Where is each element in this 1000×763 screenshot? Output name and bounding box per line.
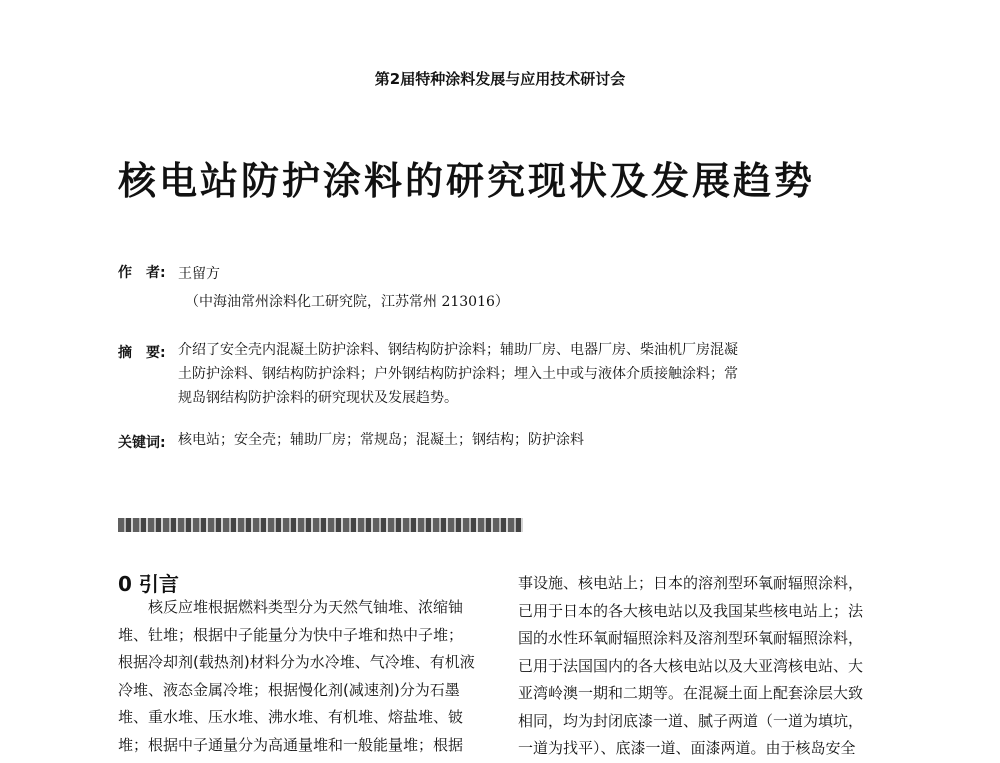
body-line: 核反应堆根据燃料类型分为天然气铀堆、浓缩铀 (118, 598, 464, 616)
body-line: 已用于日本的各大核电站以及我国某些核电站上；法 (518, 601, 864, 620)
abstract-label: 摘 要: (118, 345, 166, 361)
body-line: 事设施、核电站上；日本的溶剂型环氧耐辐照涂料， (518, 574, 864, 592)
body-column-right (518, 570, 888, 763)
body-line: 一道为找平）、底漆一道、面漆两道。由于核岛安全 (518, 739, 856, 757)
body-line: 堆、重水堆、压水堆、沸水堆、有机堆、熔盐堆、铍 (118, 708, 464, 726)
body-line: 相同，均为封闭底漆一道、腻子两道（一道为填坑， (518, 711, 864, 730)
paper-title: 核电站防护涂料的研究现状及发展趋势 (118, 158, 816, 203)
conference-header: 第2届特种涂料发展与应用技术研讨会 (374, 70, 626, 88)
body-column-left (118, 594, 488, 759)
scan-artifact-bar (118, 518, 523, 532)
body-line: 国的水性环氧耐辐照涂料及溶剂型环氧耐辐照涂料， (518, 629, 864, 647)
body-line: 堆、钍堆；根据中子能量分为快中子堆和热中子堆； (118, 625, 464, 644)
abstract-line: 规岛钢结构防护涂料的研究现状及发展趋势。 (178, 390, 458, 406)
body-line: 根据冷却剂(载热剂)材料分为水冷堆、气冷堆、有机液 (118, 653, 475, 671)
body-line: 已用于法国国内的各大核电站以及大亚湾核电站、大 (518, 656, 864, 675)
body-line: 堆；根据中子通量分为高通量堆和一般能量堆；根据 (118, 735, 464, 754)
section-heading: 0 引言 (118, 572, 179, 596)
author-name: 王留方 (178, 266, 220, 282)
abstract-text (178, 338, 808, 410)
keywords-label: 关键词: (118, 435, 166, 451)
abstract-line: 土防护涂料、钢结构防护涂料；户外钢结构防护涂料；埋入土中或与液体介质接触涂料；常 (178, 366, 738, 382)
body-line: 冷堆、液态金属冷堆；根据慢化剂(减速剂)分为石墨 (118, 680, 460, 699)
abstract-line: 介绍了安全壳内混凝土防护涂料、钢结构防护涂料；辅助厂房、电器厂房、柴油机厂房混凝 (178, 342, 738, 358)
keywords-text: 核电站；安全壳；辅助厂房；常规岛；混凝土；钢结构；防护涂料 (178, 432, 584, 448)
author-affiliation: （中海油常州涂料化工研究院，江苏常州 213016） (185, 294, 509, 310)
author-label: 作 者: (118, 265, 166, 281)
body-line: 亚湾岭澳一期和二期等。在混凝土面上配套涂层大致 (518, 684, 864, 702)
